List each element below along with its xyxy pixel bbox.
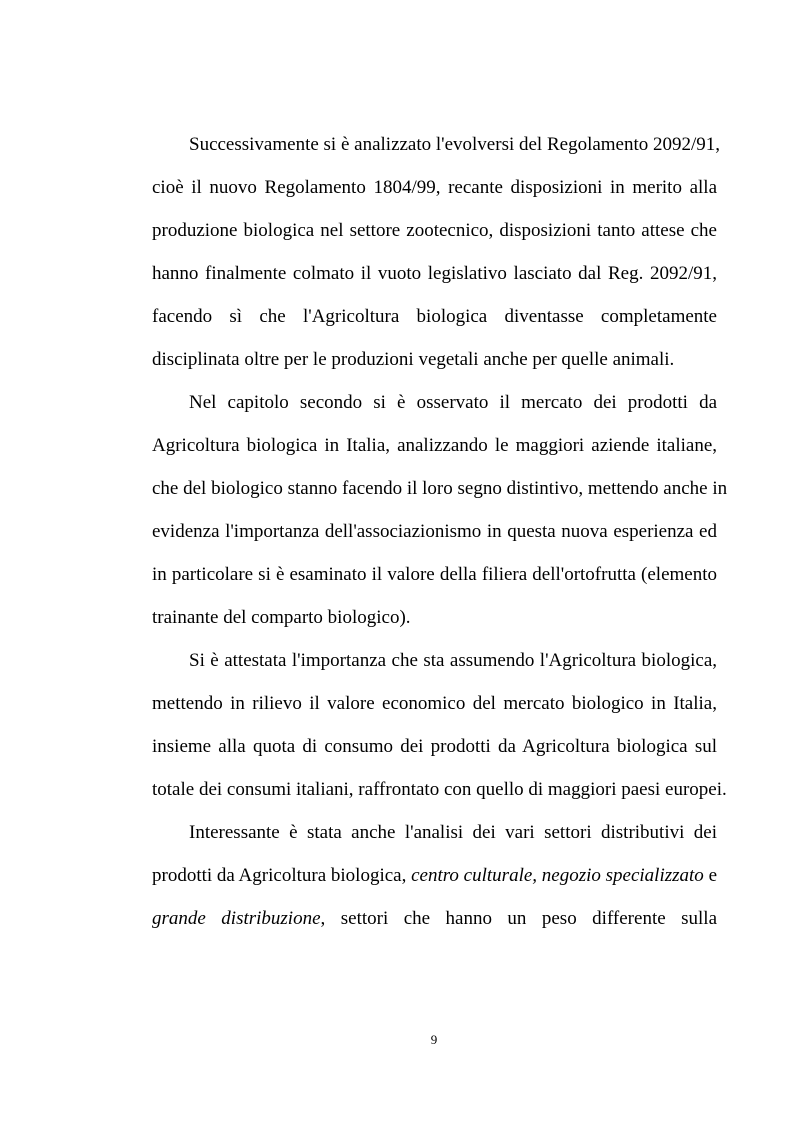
paragraph-1-line-1: Successivamente si è analizzato l'evolversi del Regolamento 2092/91,	[189, 134, 721, 155]
paragraph-4-line-1: Interessante è stata anche l'analisi dei vari settori distributivi dei	[189, 822, 717, 843]
paragraph-2-line-4: evidenza l'importanza dell'associazionismo in questa nuova esperienza ed	[152, 521, 717, 542]
line-text-after: , settori che hanno un peso differente sulla	[320, 908, 718, 929]
line-text-before: prodotti da Agricoltura biologica,	[152, 865, 412, 886]
paragraph-3-line-4: totale dei consumi italiani, raffrontato con quello di maggiori paesi europei.	[152, 779, 727, 800]
paragraph-3-line-1: Si è attestata l'importanza che sta assumendo l'Agricoltura biologica,	[189, 650, 717, 671]
italic-distribution-channels: centro culturale, negozio specializzato	[411, 865, 704, 886]
paragraph-2-line-5: in particolare si è esaminato il valore della filiera dell'ortofrutta (elemento	[152, 564, 717, 585]
paragraph-4-line-3	[152, 907, 717, 931]
paragraph-1-line-5: facendo sì che l'Agricoltura biologica diventasse completamente	[152, 306, 717, 327]
paragraph-3-line-2: mettendo in rilievo il valore economico del mercato biologico in Italia,	[152, 693, 717, 714]
paragraph-2-line-3: che del biologico stanno facendo il loro segno distintivo, mettendo anche in	[152, 478, 728, 499]
paragraph-2-line-2: Agricoltura biologica in Italia, analizzando le maggiori aziende italiane,	[152, 435, 717, 456]
paragraph-1-line-3: produzione biologica nel settore zootecnico, disposizioni tanto attese che	[152, 220, 717, 241]
paragraph-1-line-4: hanno finalmente colmato il vuoto legislativo lasciato dal Reg. 2092/91,	[152, 263, 717, 284]
line-text-after: e	[703, 865, 717, 886]
paragraph-2-line-6: trainante del comparto biologico).	[152, 607, 411, 628]
paragraph-1-line-6: disciplinata oltre per le produzioni vegetali anche per quelle animali.	[152, 349, 675, 370]
paragraph-4-line-2	[152, 864, 717, 888]
paragraph-1-line-2: cioè il nuovo Regolamento 1804/99, recante disposizioni in merito alla	[152, 177, 717, 198]
italic-large-distribution: grande distribuzione	[152, 908, 321, 929]
paragraph-3-line-3: insieme alla quota di consumo dei prodotti da Agricoltura biologica sul	[152, 736, 717, 757]
page-number: 9	[430, 1032, 438, 1047]
paragraph-2-line-1: Nel capitolo secondo si è osservato il mercato dei prodotti da	[189, 392, 717, 413]
